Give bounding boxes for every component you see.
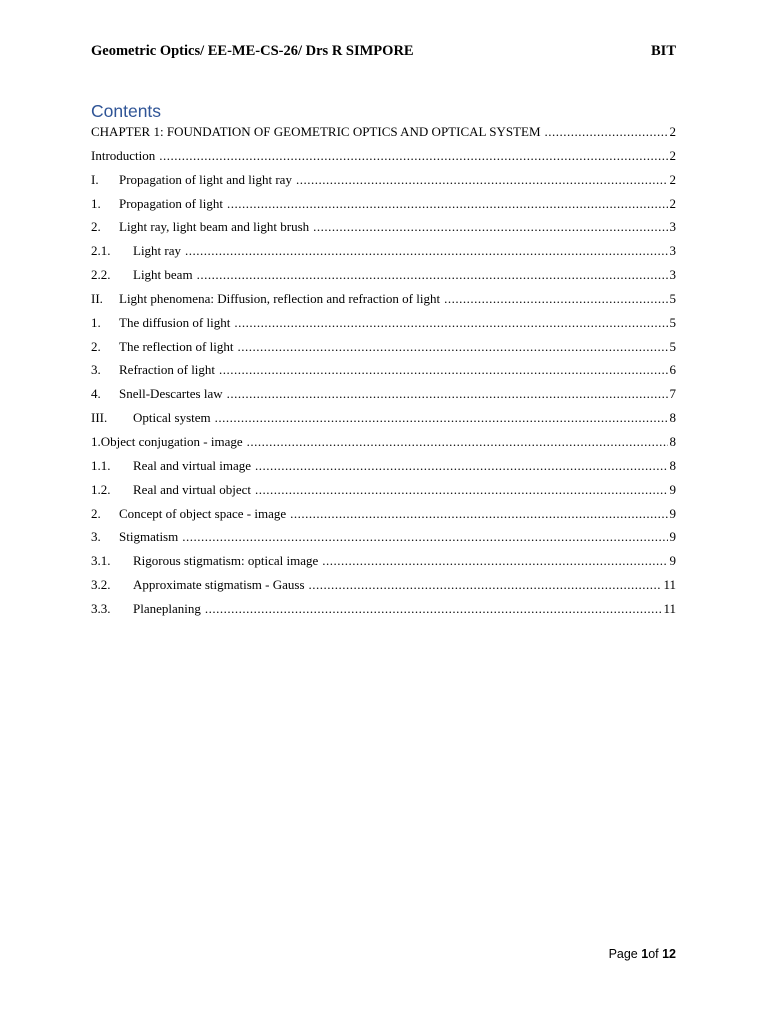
- toc-entry[interactable]: [91, 506, 676, 530]
- toc-entry-number: I.: [91, 171, 99, 187]
- toc-entry[interactable]: [91, 601, 676, 625]
- page-header: [91, 43, 676, 60]
- toc-entry[interactable]: [91, 339, 676, 363]
- toc-entry[interactable]: [91, 529, 676, 553]
- toc-entry-number: 2.: [91, 505, 101, 521]
- toc-entry[interactable]: [91, 172, 676, 196]
- toc-entry[interactable]: [91, 148, 676, 172]
- toc-dot-leader: [444, 291, 667, 307]
- page-footer: [609, 947, 676, 961]
- toc-entry[interactable]: [91, 315, 676, 339]
- toc-entry-label: Propagation of light: [119, 195, 223, 211]
- toc-dot-leader: [247, 434, 668, 450]
- toc-entry-label: Approximate stigmatism - Gauss: [133, 577, 305, 593]
- toc-entry-label: Light ray, light beam and light brush: [119, 219, 310, 235]
- toc-entry-page: 5: [669, 314, 676, 330]
- toc-entry-page: 3: [669, 267, 676, 283]
- toc-entry-number: 1.: [91, 314, 101, 330]
- toc-dot-leader: [255, 482, 667, 498]
- toc-dot-leader: [197, 267, 668, 283]
- toc-dot-leader: [227, 386, 668, 402]
- toc-entry-number: 1.: [91, 195, 101, 211]
- toc-entry-label: CHAPTER 1: FOUNDATION OF GEOMETRIC OPTICS AND OPTICAL SYSTEM: [91, 124, 541, 139]
- toc-entry-number: III.: [91, 410, 108, 426]
- toc-dot-leader: [219, 362, 667, 378]
- toc-entry-number: 1.2.: [91, 481, 111, 497]
- toc-entry-number: 3.3.: [91, 600, 111, 616]
- toc-entry[interactable]: [91, 410, 676, 434]
- toc-entry[interactable]: [91, 196, 676, 220]
- toc-entry-label: Light ray: [133, 243, 182, 259]
- header-institution: BIT: [651, 43, 676, 59]
- toc-entry-page: 8: [669, 410, 676, 426]
- toc-entry[interactable]: [91, 577, 676, 601]
- toc-entry-page: 7: [669, 386, 676, 402]
- toc-entry-page: 2: [669, 195, 676, 211]
- toc-entry[interactable]: [91, 267, 676, 291]
- toc-entry-label: Optical system: [133, 410, 211, 426]
- toc-entry-page: 11: [663, 600, 676, 616]
- toc-dot-leader: [215, 410, 668, 426]
- toc-entry-label: 1.Object conjugation - image: [91, 433, 243, 449]
- toc-entry-label: Propagation of light and light ray: [119, 171, 292, 187]
- toc-dot-leader: [313, 219, 667, 235]
- toc-entry-page: 2: [669, 171, 676, 187]
- toc-entry[interactable]: [91, 362, 676, 386]
- toc-dot-leader: [296, 172, 668, 188]
- toc-dot-leader: [290, 506, 667, 522]
- toc-dot-leader: [227, 196, 668, 212]
- footer-page-current: 1: [641, 947, 649, 961]
- toc-entry-number: 3.1.: [91, 553, 111, 569]
- toc-entry[interactable]: [91, 434, 676, 458]
- toc-entry-label: Snell-Descartes law: [119, 386, 223, 402]
- toc-entry-page: 9: [669, 553, 676, 569]
- toc-entry-number: 2.: [91, 219, 101, 235]
- toc-entry-number: 4.: [91, 386, 101, 402]
- toc-entry-number: 3.2.: [91, 577, 111, 593]
- toc-dot-leader: [205, 601, 662, 617]
- toc-entry-number: 1.1.: [91, 457, 111, 473]
- toc-dot-leader: [255, 458, 667, 474]
- toc-entry-label: Planeplaning: [133, 600, 201, 616]
- toc-entry-label: Real and virtual object: [133, 481, 252, 497]
- toc-dot-leader: [185, 243, 667, 259]
- table-of-contents: [91, 124, 676, 625]
- toc-dot-leader: [322, 553, 667, 569]
- toc-entry[interactable]: [91, 291, 676, 315]
- toc-entry-label: Concept of object space - image: [119, 505, 287, 521]
- toc-entry-label: Light phenomena: Diffusion, reflection and refraction of light: [119, 290, 441, 306]
- toc-entry[interactable]: [91, 482, 676, 506]
- toc-entry-number: II.: [91, 290, 103, 306]
- toc-dot-leader: [234, 315, 667, 331]
- toc-entry-page: 9: [669, 505, 676, 521]
- toc-entry[interactable]: [91, 243, 676, 267]
- toc-entry-page: 5: [669, 338, 676, 354]
- toc-entry-label: Introduction: [91, 147, 156, 163]
- toc-entry-number: 3.: [91, 529, 101, 545]
- contents-heading: Contents: [91, 101, 162, 121]
- toc-entry-label: Stigmatism: [119, 529, 179, 545]
- toc-dot-leader: [545, 124, 668, 140]
- toc-dot-leader: [237, 339, 667, 355]
- toc-entry-page: 8: [669, 433, 676, 449]
- toc-entry-page: 2: [669, 124, 676, 139]
- toc-entry[interactable]: [91, 553, 676, 577]
- toc-entry-page: 3: [669, 243, 676, 259]
- toc-entry-page: 6: [669, 362, 676, 378]
- footer-page-total: 12: [662, 947, 676, 961]
- toc-entry-number: 2.1.: [91, 243, 111, 259]
- toc-dot-leader: [309, 577, 662, 593]
- toc-entry[interactable]: [91, 219, 676, 243]
- toc-entry-number: 2.2.: [91, 267, 111, 283]
- footer-page-word: Page: [608, 947, 642, 961]
- toc-entry-page: 5: [669, 290, 676, 306]
- toc-entry-number: 3.: [91, 362, 101, 378]
- toc-entry-label: Real and virtual image: [133, 457, 252, 473]
- toc-entry[interactable]: [91, 124, 676, 148]
- toc-dot-leader: [159, 148, 667, 164]
- toc-entry-label: The diffusion of light: [119, 314, 231, 330]
- toc-dot-leader: [182, 529, 667, 545]
- toc-entry-label: Rigorous stigmatism: optical image: [133, 553, 319, 569]
- toc-entry-label: The reflection of light: [119, 338, 234, 354]
- toc-entry-label: Light beam: [133, 267, 193, 283]
- toc-entry[interactable]: [91, 386, 676, 410]
- footer-of-word: of: [648, 947, 663, 961]
- toc-entry-page: 9: [669, 529, 676, 545]
- toc-entry-page: 3: [669, 219, 676, 235]
- toc-entry-label: Refraction of light: [119, 362, 216, 378]
- header-title: Geometric Optics/ EE-ME-CS-26/ Drs R SIMPORE: [91, 43, 414, 59]
- toc-entry[interactable]: [91, 458, 676, 482]
- toc-entry-page: 11: [663, 577, 676, 593]
- toc-entry-page: 2: [669, 147, 676, 163]
- toc-entry-page: 9: [669, 481, 676, 497]
- toc-entry-number: 2.: [91, 338, 101, 354]
- toc-entry-page: 8: [669, 457, 676, 473]
